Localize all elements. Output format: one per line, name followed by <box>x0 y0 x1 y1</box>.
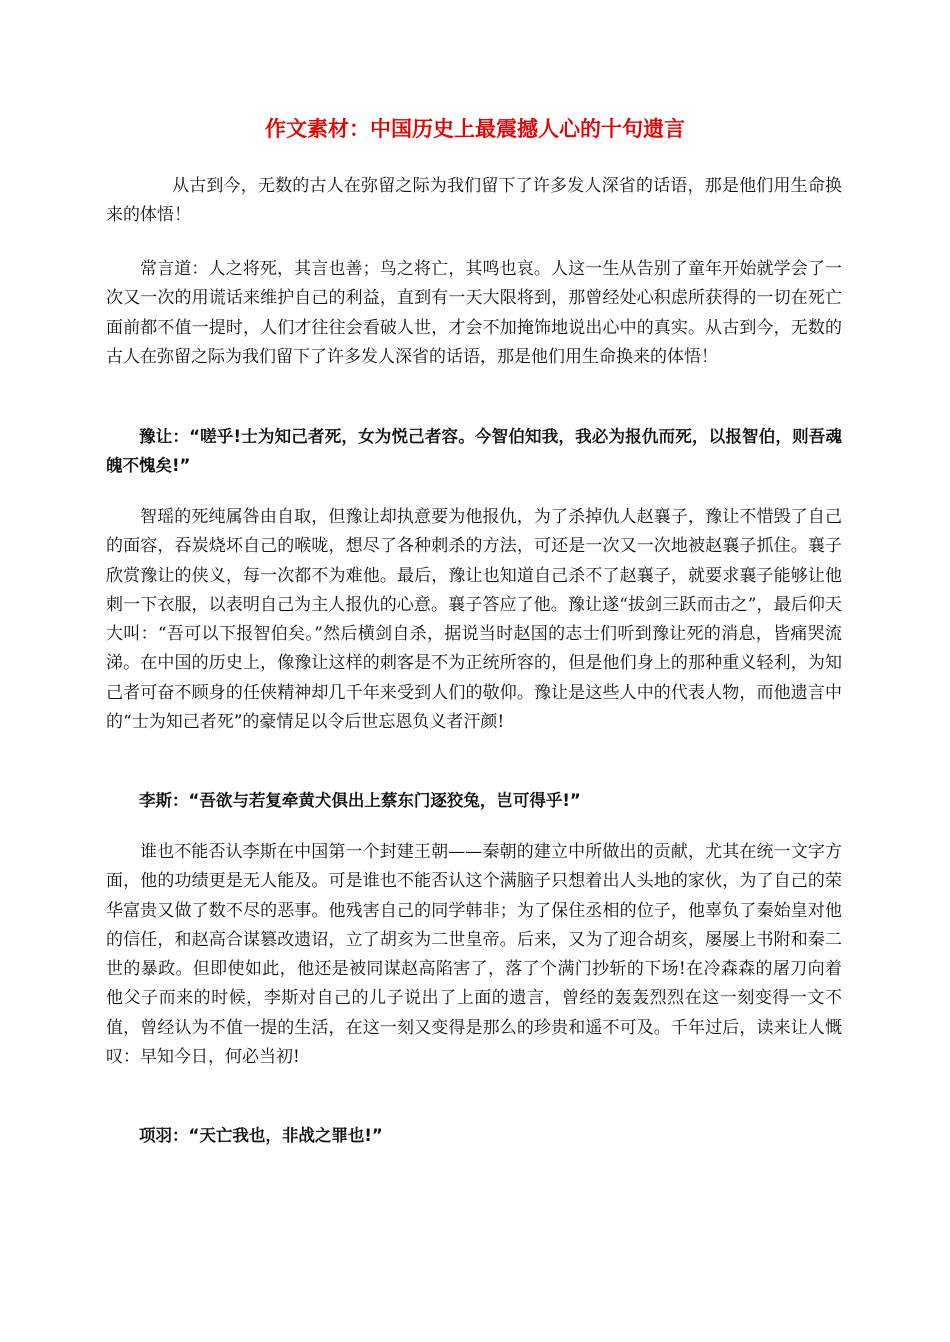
quote-yu-rang: 豫让：“嗟乎!士为知己者死，女为悦己者容。今智伯知我，我必为报仇而死，以报智伯，则吾魂魄不愧矣!” <box>106 427 842 476</box>
intro-paragraph: 从古到今，无数的古人在弥留之际为我们留下了许多发人深省的话语，那是他们用生命换来的体悟！ <box>106 176 842 226</box>
paragraph-yu-rang: 智瑶的死纯属咎由自取，但豫让却执意要为他报仇，为了杀掉仇人赵襄子，豫让不惜毁了自己的面容，吞炭烧坏自己的喉咙，想尽了各种刺杀的方法，可还是一次又一次地被赵襄子抓住。襄子欣赏豫让的侠义，每一次都不为难他。最后，豫让也知道自己杀不了赵襄子，就要求襄子能够让他刺一下衣服，以表明自己为主人报仇的心意。襄子答应了他。豫让遂“拔剑三跃而击之”，最后仰天大叫：“吾可以下报智伯矣。”然后横剑自杀，据说当时赵国的志士们听到豫让死的消息，皆痛哭流涕。在中国的历史上，像豫让这样的刺客是不为正统所容的，但是他们身上的那种重义轻利，为知己者可奋不顾身的任侠精神却几千年来受到人们的敬仰。豫让是这些人中的代表人物，而他遗言中的“士为知己者死”的豪情足以令后世忘恩负义者汗颜! <box>106 507 842 733</box>
paragraph-common-saying: 常言道：人之将死，其言也善；鸟之将亡，其鸣也哀。人这一生从告别了童年开始就学会了一次又一次的用谎话来维护自己的利益，直到有一天大限将到，那曾经处心积虑所获得的一切在死亡面前都不值一提时，人们才往往会看破人世，才会不加掩饰地说出心中的真实。从古到今，无数的古人在弥留之际为我们留下了许多发人深省的话语，那是他们用生命换来的体悟！ <box>106 259 842 367</box>
paragraph-li-si: 谁也不能否认李斯在中国第一个封建王朝——秦朝的建立中所做出的贡献，尤其在统一文字方面，他的功绩更是无人能及。可是谁也不能否认这个满脑子只想着出人头地的家伙，为了自己的荣华富贵又做了数不尽的恶事。他残害自己的同学韩非；为了保住丞相的位子，他辜负了秦始皇对他的信任，和赵高合谋篡改遗诏，立了胡亥为二世皇帝。后来，又为了迎合胡亥，屡屡上书附和秦二世的暴政。但即使如此，他还是被同谋赵高陷害了，落了个满门抄斩的下场!在冷森森的屠刀向着他父子而来的时候，李斯对自己的儿子说出了上面的遗言，曾经的轰轰烈烈在这一刻变得一文不值，曾经认为不值一提的生活，在这一刻又变得是那么的珍贵和遥不可及。千年过后，读来让人慨叹：早知今日，何必当初! <box>106 842 842 1068</box>
quote-li-si: 李斯：“吾欲与若复牵黄犬俱出上蔡东门逐狡兔，岂可得乎!” <box>139 791 581 810</box>
document-title: 作文素材：中国历史上最震撼人心的十句遗言 <box>265 117 685 141</box>
quote-xiang-yu: 项羽：“天亡我也，非战之罪也!” <box>139 1126 383 1145</box>
